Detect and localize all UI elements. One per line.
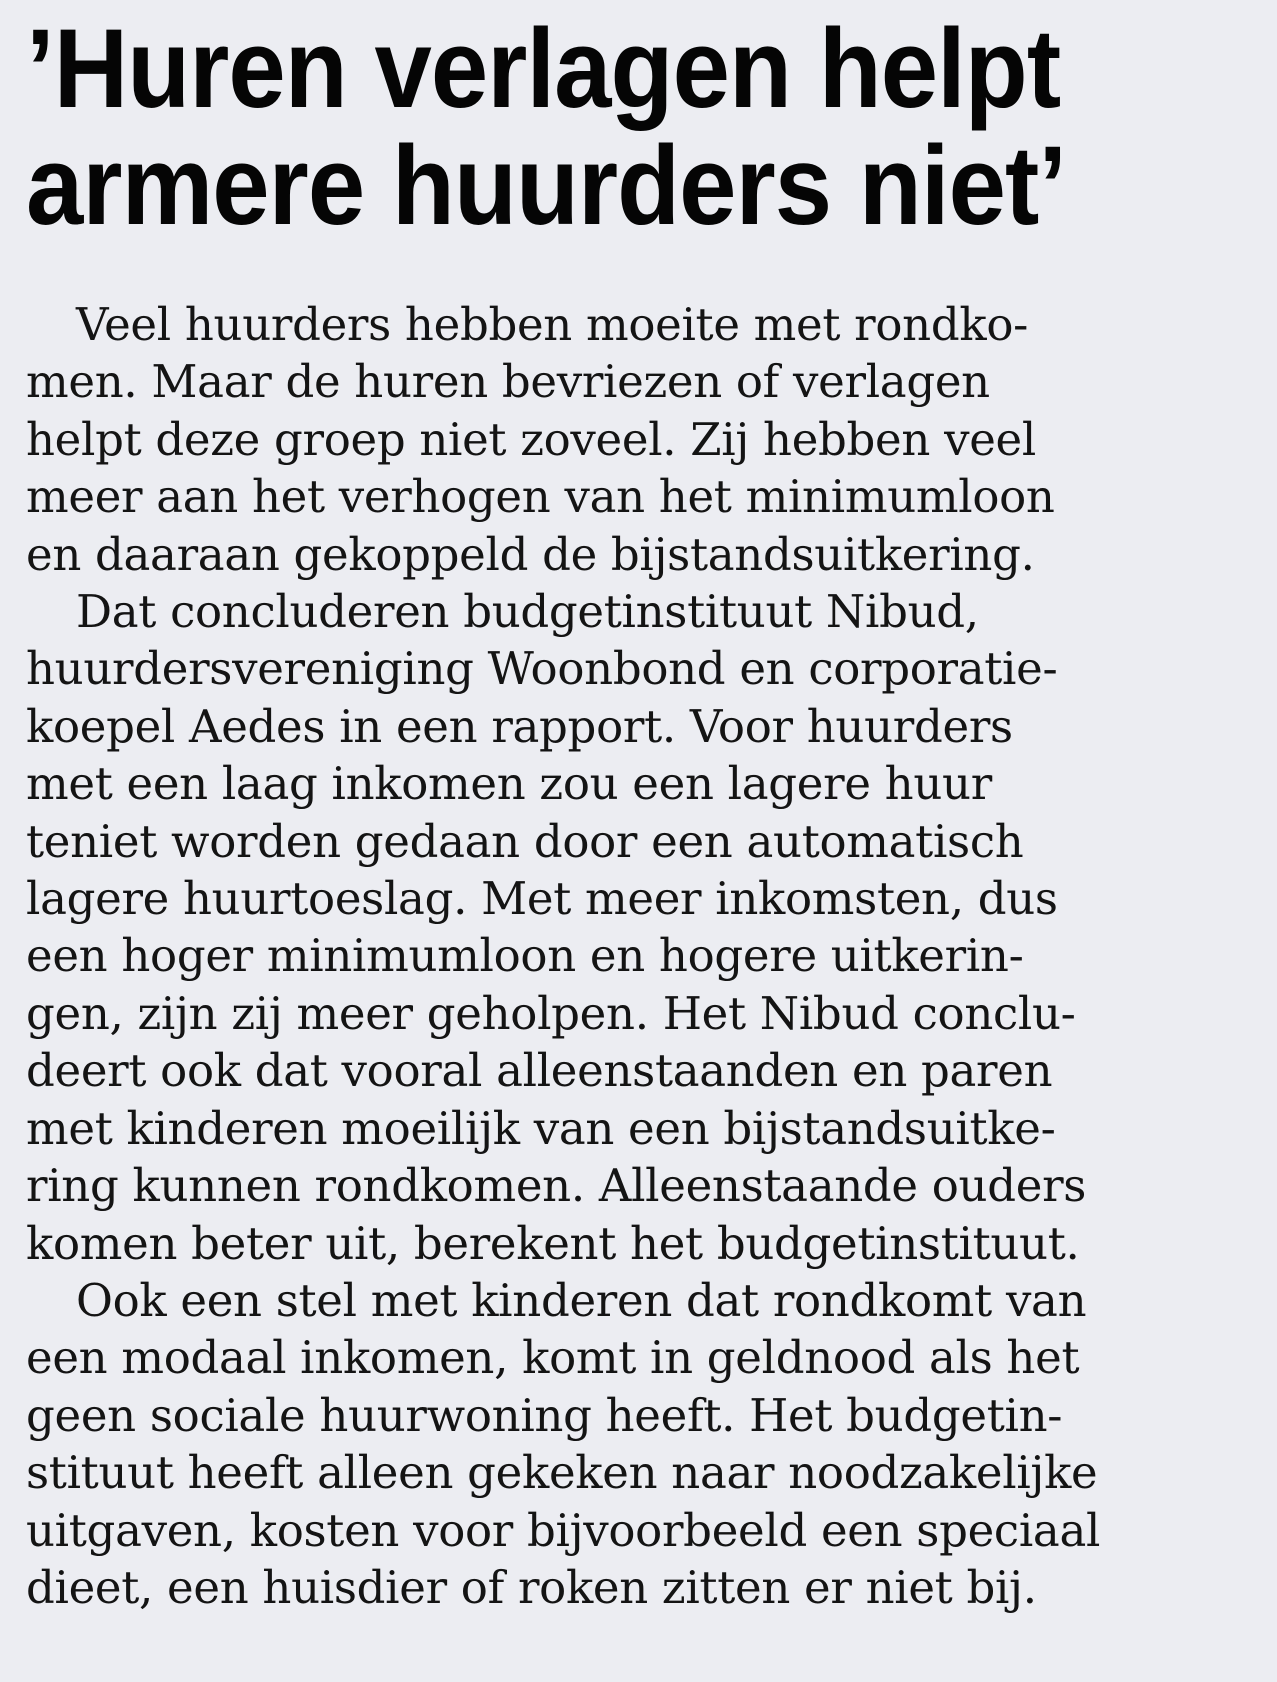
paragraph-3-line: dieet, een huisdier of roken zitten er niet bij. (26, 1560, 1037, 1614)
paragraph-3-line: geen sociale huurwoning heeft. Het budgetin- (26, 1388, 1063, 1442)
news-article (26, 6, 1256, 1616)
paragraph-2-line: huurdersvereniging Woonbond en corporatie- (26, 642, 1058, 696)
paragraph-2-line: Dat concluderen budgetinstituut Nibud, (76, 585, 979, 639)
headline-line: ’Huren verlagen helpt (26, 6, 1061, 131)
headline (26, 6, 1158, 248)
headline-line: armere huurders niet’ (26, 123, 1067, 248)
paragraph-2-line: met een laag inkomen zou een lagere huur (26, 757, 992, 811)
paragraph-1-line: men. Maar de huren bevriezen of verlagen (26, 355, 990, 409)
paragraph-2-line: koepel Aedes in een rapport. Voor huurders (26, 699, 1013, 753)
paragraph-3-line: Ook een stel met kinderen dat rondkomt van (76, 1273, 1087, 1327)
paragraph-1-line: Veel huurders hebben moeite met rondko- (76, 298, 1029, 351)
paragraph-2-line: ring kunnen rondkomen. Alleenstaande ouders (26, 1159, 1087, 1213)
paragraph-2-line: lagere huurtoeslag. Met meer inkomsten, dus (26, 872, 1058, 926)
paragraph-2-line: teniet worden gedaan door een automatisch (26, 814, 1024, 868)
paragraph-2-line: gen, zijn zij meer geholpen. Het Nibud conclu- (26, 986, 1076, 1040)
paragraph-1-line: helpt deze groep niet zoveel. Zij hebben veel (26, 412, 1036, 466)
paragraph-2-line: een hoger minimumloon en hogere uitkerin- (26, 929, 1024, 983)
paragraph-3-line: stituut heeft alleen gekeken naar noodzakelijke (26, 1446, 1098, 1500)
paragraph-3-line: uitgaven, kosten voor bijvoorbeeld een speciaal (26, 1503, 1101, 1557)
paragraph-2-line: deert ook dat vooral alleenstaanden en paren (26, 1044, 1053, 1098)
paragraph-3-line: een modaal inkomen, komt in geldnood als het (26, 1331, 1080, 1385)
article-body (26, 296, 1256, 1616)
paragraph-2-line: met kinderen moeilijk van een bijstandsuitke- (26, 1101, 1056, 1155)
paragraph-1-line: meer aan het verhogen van het minimumloon (26, 470, 1055, 524)
paragraph-1-line: en daaraan gekoppeld de bijstandsuitkering. (26, 527, 1035, 581)
paragraph-2-line: komen beter uit, berekent het budgetinstituut. (26, 1216, 1080, 1270)
